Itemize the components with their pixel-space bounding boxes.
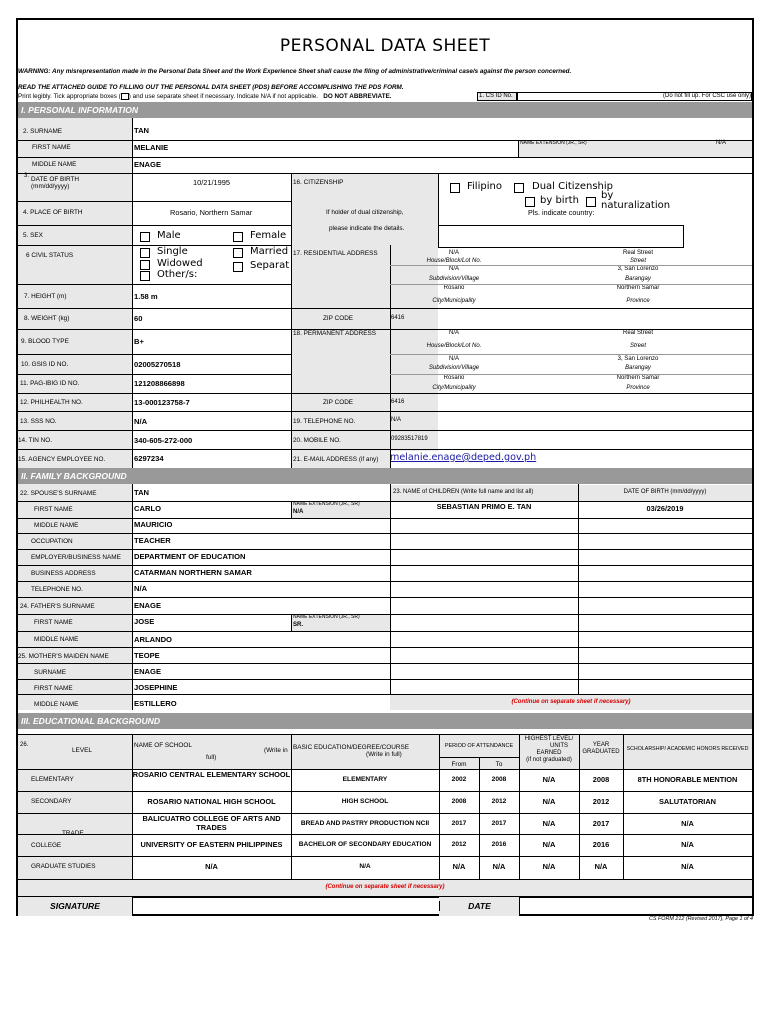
child-dob-label: DATE OF BIRTH (mm/dd/yyyy)	[623, 489, 707, 495]
family-continue-note: (Continue on separate sheet if necessary)	[511, 699, 631, 705]
res-province-field[interactable]: Northern Samar	[616, 285, 660, 291]
telephone-label: 19. TELEPHONE NO.	[293, 418, 356, 425]
honors-field[interactable]: N/A	[681, 840, 694, 849]
widowed-label: Widowed	[157, 258, 203, 269]
widowed-checkbox[interactable]	[140, 260, 150, 270]
pob-label: 4. PLACE OF BIRTH	[23, 209, 83, 216]
name-ext-field[interactable]: N/A	[716, 140, 727, 146]
perm-province-field[interactable]: Northern Samar	[616, 375, 660, 381]
mother-first-field[interactable]: JOSEPHINE	[134, 683, 178, 692]
csid-label: 1. CS ID No.	[479, 93, 513, 99]
from-field[interactable]: 2012	[451, 841, 467, 848]
agency-employee-field[interactable]: 6297234	[134, 454, 164, 463]
dual-citizenship-checkbox[interactable]	[514, 183, 524, 193]
units-field[interactable]: N/A	[542, 862, 556, 871]
occupation-field[interactable]: TEACHER	[134, 536, 171, 545]
surname-label: 2. SURNAME	[23, 128, 63, 135]
pob-field[interactable]: Rosario, Northern Samar	[170, 208, 253, 217]
year-field[interactable]: 2016	[592, 840, 610, 849]
father-middle-field[interactable]: ARLANDO	[134, 635, 172, 644]
country-label: Pls. indicate country:	[528, 208, 595, 217]
section-family-background: II. FAMILY BACKGROUND	[18, 468, 752, 484]
year-field[interactable]: 2017	[592, 819, 610, 828]
name-ext-label: NAME EXTENSION (JR., SR)	[520, 140, 587, 146]
print-instructions: Print legibly. Tick appropriate boxes ( ) and use separate sheet if necessary. Indicate N/A if not applicable. DO NOT ABBREVIATE.	[18, 93, 392, 101]
telephone-field[interactable]: N/A	[391, 417, 402, 423]
philhealth-label: 12. PHILHEALTH NO.	[20, 399, 83, 406]
perm-subdivision-field[interactable]: N/A	[448, 356, 459, 362]
employer-field[interactable]: DEPARTMENT OF EDUCATION	[134, 552, 246, 561]
weight-field[interactable]: 60	[134, 314, 143, 323]
father-ext-label: NAME EXTENSION (JR., SR)	[293, 614, 360, 620]
father-first-label: FIRST NAME	[34, 619, 73, 626]
spouse-ext-field[interactable]: N/A	[293, 509, 304, 515]
perm-street-field[interactable]: Real Street	[622, 330, 653, 336]
firstname-label: FIRST NAME	[32, 144, 71, 151]
email-label: 21. E-MAIL ADDRESS (if any)	[293, 456, 379, 463]
middlename-field[interactable]: ENAGE	[134, 160, 162, 169]
father-surname-label: 24. FATHER'S SURNAME	[20, 603, 95, 610]
from-field[interactable]: 2002	[451, 776, 467, 783]
mobile-field[interactable]: 09283517819	[391, 436, 428, 442]
res-zip-field[interactable]: 6416	[391, 315, 405, 321]
business-address-label: BUSINESS ADDRESS	[31, 570, 96, 577]
father-ext-field[interactable]: SR.	[293, 622, 304, 628]
other-status-checkbox[interactable]	[140, 271, 150, 281]
spouse-middle-field[interactable]: MAURICIO	[134, 520, 173, 529]
mother-surname-field[interactable]: ENAGE	[134, 667, 162, 676]
tin-label: 14. TIN NO.	[18, 437, 52, 444]
year-field[interactable]: 2012	[592, 797, 610, 806]
height-field[interactable]: 1.58 m	[134, 292, 158, 301]
filipino-checkbox[interactable]	[450, 183, 460, 193]
residential-address-label: 17. RESIDENTIAL ADDRESS	[293, 250, 378, 257]
from-field[interactable]: N/A	[452, 862, 466, 871]
units-field[interactable]: N/A	[542, 797, 556, 806]
spouse-surname-label: 22. SPOUSE'S SURNAME	[20, 490, 97, 497]
children-label: 23. NAME of CHILDREN (Write full name and list all)	[393, 489, 534, 495]
dob-label: DATE OF BIRTH (mm/dd/yyyy)	[31, 176, 80, 191]
units-field[interactable]: N/A	[542, 819, 556, 828]
course-field[interactable]: ELEMENTARY	[342, 776, 388, 783]
school-field[interactable]: UNIVERSITY OF EASTERN PHILIPPINES	[140, 840, 283, 849]
single-label: Single	[157, 246, 188, 257]
female-checkbox[interactable]	[233, 232, 243, 242]
period-header: PERIOD OF ATTENDANCE	[444, 743, 514, 749]
country-field[interactable]	[438, 225, 684, 248]
to-field[interactable]: 2016	[491, 841, 507, 848]
female-label: Female	[250, 230, 287, 241]
father-surname-field[interactable]: ENAGE	[134, 601, 162, 610]
email-field[interactable]: melanie.enage@deped.gov.ph	[390, 452, 537, 463]
child1-name-field[interactable]: SEBASTIAN PRIMO E. TAN	[436, 502, 532, 511]
signature-label: SIGNATURE	[50, 901, 100, 911]
spouse-middle-label: MIDDLE NAME	[34, 522, 79, 529]
mother-maiden-field[interactable]: TEOPE	[134, 651, 160, 660]
units-field[interactable]: N/A	[542, 840, 556, 849]
by-birth-label: by birth	[540, 195, 579, 206]
to-header: To	[495, 761, 503, 768]
dual-note-b: please indicate the details.	[329, 225, 405, 232]
middlename-label: MIDDLE NAME	[32, 161, 77, 168]
spouse-telephone-field[interactable]: N/A	[134, 584, 148, 593]
philhealth-field[interactable]: 13-000123758-7	[134, 398, 190, 407]
other-status-label: Other/s:	[157, 269, 198, 280]
res-street-field[interactable]: Real Street	[622, 250, 653, 256]
by-naturalization-checkbox[interactable]	[586, 197, 596, 207]
spouse-ext-label: NAME EXTENSION (JR., SR)	[293, 501, 360, 507]
married-label: Married	[250, 246, 289, 257]
sss-field[interactable]: N/A	[134, 417, 148, 426]
gsis-label: 10. GSIS ID NO.	[21, 361, 69, 368]
to-field[interactable]: 2012	[491, 798, 507, 805]
business-address-field[interactable]: CATARMAN NORTHERN SAMAR	[134, 568, 252, 577]
from-field[interactable]: 2017	[451, 820, 467, 827]
course-field[interactable]: BREAD AND PASTRY PRODUCTION NCII	[300, 820, 430, 827]
blood-type-field[interactable]: B+	[134, 337, 144, 346]
mother-surname-label: SURNAME	[34, 669, 66, 676]
mother-middle-field[interactable]: ESTILLERO	[134, 699, 177, 708]
single-checkbox[interactable]	[140, 248, 150, 258]
education-continue-note: (Continue on separate sheet if necessary)	[325, 884, 445, 890]
level-header: LEVEL	[72, 747, 92, 754]
tick-box-icon	[121, 93, 129, 100]
father-first-field[interactable]: JOSE	[134, 617, 155, 626]
year-field[interactable]: 2008	[592, 775, 610, 784]
perm-city-field[interactable]: Rosario	[443, 375, 465, 381]
course-field[interactable]: BACHELOR OF SECONDARY EDUCATION	[298, 841, 432, 848]
height-label: 7. HEIGHT (m)	[24, 293, 67, 300]
from-field[interactable]: 2008	[451, 798, 467, 805]
from-header: From	[451, 761, 467, 768]
to-field[interactable]: N/A	[492, 862, 506, 871]
filipino-option-label: Filipino	[467, 181, 502, 192]
honors-header: SCHOLARSHIP/ ACADEMIC HONORS RECEIVED	[626, 746, 749, 752]
male-label: Male	[157, 230, 181, 241]
date-field[interactable]	[519, 897, 752, 916]
highest-level-header: HIGHEST LEVEL/ UNITS EARNED (if not graduated)	[524, 736, 574, 763]
citizenship-label: 16. CITIZENSHIP	[293, 179, 344, 186]
school-field[interactable]: ROSARIO NATIONAL HIGH SCHOOL	[147, 797, 276, 806]
to-field[interactable]: 2008	[491, 776, 507, 783]
spouse-first-field[interactable]: CARLO	[134, 504, 161, 513]
res-house-field[interactable]: N/A	[448, 250, 459, 256]
weight-label: 8. WEIGHT (kg)	[24, 315, 70, 322]
perm-house-field[interactable]: N/A	[448, 330, 459, 336]
by-naturalization-label: by naturalization	[601, 190, 671, 211]
married-checkbox[interactable]	[233, 248, 243, 258]
spouse-surname-field[interactable]: TAN	[134, 488, 150, 497]
course-field[interactable]: N/A	[359, 863, 371, 870]
school-header: NAME OF SCHOOL	[134, 742, 192, 749]
section-educational-background: III. EDUCATIONAL BACKGROUND	[18, 713, 752, 729]
course-field[interactable]: HIGH SCHOOL	[341, 798, 389, 805]
tin-field[interactable]: 340-605-272-000	[134, 436, 193, 445]
by-birth-checkbox[interactable]	[525, 197, 535, 207]
male-checkbox[interactable]	[140, 232, 150, 242]
section-personal-info: I. PERSONAL INFORMATION	[18, 102, 752, 118]
res-subdivision-field[interactable]: N/A	[448, 266, 459, 272]
perm-barangay-field[interactable]: 3, San Lorenzo	[617, 356, 659, 362]
civil-status-label: 6 CIVIL STATUS	[26, 252, 74, 259]
dual-note-a: If holder of dual citizenship,	[326, 209, 404, 216]
gsis-field[interactable]: 02005270518	[134, 360, 181, 369]
to-field[interactable]: 2017	[491, 820, 507, 827]
agency-employee-label: 15. AGENCY EMPLOYEE NO.	[18, 456, 106, 463]
honors-field[interactable]: N/A	[681, 862, 694, 871]
mother-first-label: FIRST NAME	[34, 685, 73, 692]
honors-field[interactable]: 8TH HONORABLE MENTION	[637, 775, 738, 784]
honors-field[interactable]: SALUTATORIAN	[658, 797, 717, 806]
school-field[interactable]: BALICUATRO COLLEGE OF ARTS AND TRADES	[142, 814, 281, 832]
date-label: DATE	[439, 901, 519, 911]
spouse-telephone-label: TELEPHONE NO.	[31, 586, 83, 593]
dual-option-label: Dual Citizenship	[532, 181, 613, 192]
perm-zip-field[interactable]: 6416	[391, 399, 405, 405]
year-field[interactable]: N/A	[594, 862, 608, 871]
father-middle-label: MIDDLE NAME	[34, 636, 79, 643]
units-field[interactable]: N/A	[542, 775, 556, 784]
page-title: PERSONAL DATA SHEET	[279, 36, 491, 56]
sss-label: 13. SSS NO.	[20, 418, 57, 425]
csid-note: (Do not fill up. For CSC use only)	[663, 93, 752, 99]
dob-field[interactable]: 10/21/1995	[193, 178, 230, 187]
firstname-field[interactable]: MELANIE	[134, 143, 169, 152]
pagibig-field[interactable]: 121208866898	[134, 379, 185, 388]
mother-maiden-label: 25. MOTHER'S MAIDEN NAME	[18, 653, 109, 660]
pds-form: PERSONAL DATA SHEET WARNING: Any misrepresentation made in the Personal Data Sheet and the Work Experience Sheet shall cause the filing of administrative/criminal case/s against the person concerned. READ THE ATTACHED GUIDE TO FILLING OUT THE PERSONAL DATA SHEET (PDS) BEFORE ACCOMPLISHING THE PDS FORM. Print legibly. Tick appropriate boxes ( ) and use separate sheet if necessary. Indicate N/A if not applicable. DO NOT ABBREVIATE. 1. CS ID No. (Do not fill up. For CSC use only) I. PERSONAL INFORMATION 2. SURNAME TAN FIRST NAME MELANIE NAME EXTENSION (JR., SR) N/A MIDDLE NAME ENAGE 3. DATE OF BIRTH (mm/dd/yyyy) 10/21/1995 16. CITIZENSHIP Filipino Dual Citizenship by birth by naturalization If holder of dual citizenship, please indicate the details. Pls. indicate country: 4. PLACE OF BIRTH Rosario, Northern Samar 5. SEX Male Female 6 CIVIL STATUS Single Married Widowed Separat Other/s: 17. RESIDENTIAL ADDRESS N/A Real Street House/Block/Lot No. Street N/A 3, San Lorenzo Subdivision/Village Barangay Rosario Northern Samar City/Municipality Province 7. HEIGHT (m) 1.58 m 8. WEIGHT (kg) 60 ZIP CODE 6416 9. BLOOD TYPE B+ 18. PERMANENT ADDRESS N/A Real Street House/Block/Lot No. Street N/A 3, San Lorenzo Subdivision/Village Barangay 10. GSIS ID NO. 02005270518 Rosario Northern Samar City/Municipality Province 11. PAG-IBIG ID NO. 121208866898 12. PHILHEALTH NO. 13-000123758-7 ZIP CODE 6416 13. SSS NO. N/A 19. TELEPHONE NO. N/A 14. TIN NO. 340-605-272-000 20. MOBILE NO. 09283517819 15. AGENCY EMPLOYEE NO. 6297234 21. E-MAIL ADDRESS (if any) melanie.enage@deped.gov.ph II. FAMILY BACKGROUND 22. SPOUSE'S SURNAME TAN 23. NAME of CHILDREN (Write full name and list all) DATE OF BIRTH (mm/dd/yyyy) FIRST NAME CARLO NAME EXTENSION (JR., SR) N/A SEBASTIAN PRIMO E. TAN 03/26/2019 MIDDLE NAME MAURICIO OCCUPATION TEACHER EMPLOYER/BUSINESS NAME DEPARTMENT OF EDUCATION BUSINESS ADDRESS CATARMAN NORTHERN SAMAR TELEPHONE NO. N/A 24. FATHER'S SURNAME ENAGE FIRST NAME JOSE NAME EXTENSION (JR., SR) SR. MIDDLE NAME ARLANDO 25. MOTHER'S MAIDEN NAME TEOPE SURNAME ENAGE FIRST NAME JOSEPHINE MIDDLE NAME ESTILLERO (Continue on separate sheet if necessary) III. EDUCATIONAL BACKGROUND 26. LEVEL NAME OF SCHOOL (Write in full) BASIC EDUCATION/DEGREE/COURSE (Write in full) PERIOD OF ATTENDANCE From To HIGHEST LEVEL/ UNITS EARNED (if not graduated) YEAR GRADUATED SCHOLARSHIP/ ACADEMIC HONORS RECEIVED ELEMENTARY ROSARIO CENTRAL ELEMENTARY SCHOOL ELEMENTARY 2002 2008 N/A 2008 8TH HONORABLE MENTION SECONDARY ROSARIO NATIONAL HIGH SCHOOL HIGH SCHOOL 2008 2012 N/A 2012 SALUTATORIAN BALICUATRO COLLEGE OF ARTS AND TRADES BREAD AND PASTRY PRODUCTION NCII 2017 2017 N/A 2017 N/A TRADE COLLEGE UNIVERSITY OF EASTERN PHILIPPINES BACHELOR OF SECONDARY EDUCATION 2012 2016 N/A 2016 N/A GRADUATE STUDIES N/A N/A N/A N/A N/A N/A N/A (Continue on separate sheet if necessary) SIGNATURE DATE	[16, 18, 754, 916]
pagibig-label: 11. PAG-IBIG ID NO.	[20, 380, 80, 387]
year-graduated-header: YEAR GRADUATED	[582, 742, 620, 755]
separated-checkbox[interactable]	[233, 262, 243, 272]
spouse-first-label: FIRST NAME	[34, 506, 73, 513]
occupation-label: OCCUPATION	[31, 538, 73, 545]
res-barangay-field[interactable]: 3, San Lorenzo	[617, 266, 659, 272]
signature-field[interactable]	[132, 897, 439, 916]
course-header: BASIC EDUCATION/DEGREE/COURSE	[293, 744, 409, 751]
mother-middle-label: MIDDLE NAME	[34, 701, 79, 708]
school-field[interactable]: ROSARIO CENTRAL ELEMENTARY SCHOOL	[132, 770, 291, 779]
permanent-address-label: 18. PERMANENT ADDRESS	[293, 330, 376, 337]
child1-dob-field[interactable]: 03/26/2019	[646, 504, 684, 513]
guide-text: READ THE ATTACHED GUIDE TO FILLING OUT THE PERSONAL DATA SHEET (PDS) BEFORE ACCOMPLISHING THE PDS FORM.	[18, 84, 404, 91]
res-city-field[interactable]: Rosario	[443, 285, 465, 291]
separated-label: Separat	[250, 260, 290, 271]
sex-label: 5. SEX	[23, 232, 43, 239]
warning-text: WARNING: Any misrepresentation made in the Personal Data Sheet and the Work Experience Sheet shall cause the filing of administrative/criminal case/s against the person concerned.	[18, 68, 572, 75]
honors-field[interactable]: N/A	[681, 819, 694, 828]
surname-field[interactable]: TAN	[134, 126, 150, 135]
employer-label: EMPLOYER/BUSINESS NAME	[31, 554, 121, 561]
school-field[interactable]: N/A	[205, 862, 218, 871]
blood-type-label: 9. BLOOD TYPE	[21, 338, 69, 345]
mobile-label: 20. MOBILE NO.	[293, 437, 341, 444]
form-footer: CS FORM 212 (Revised 2017), Page 1 of 4	[649, 916, 753, 922]
